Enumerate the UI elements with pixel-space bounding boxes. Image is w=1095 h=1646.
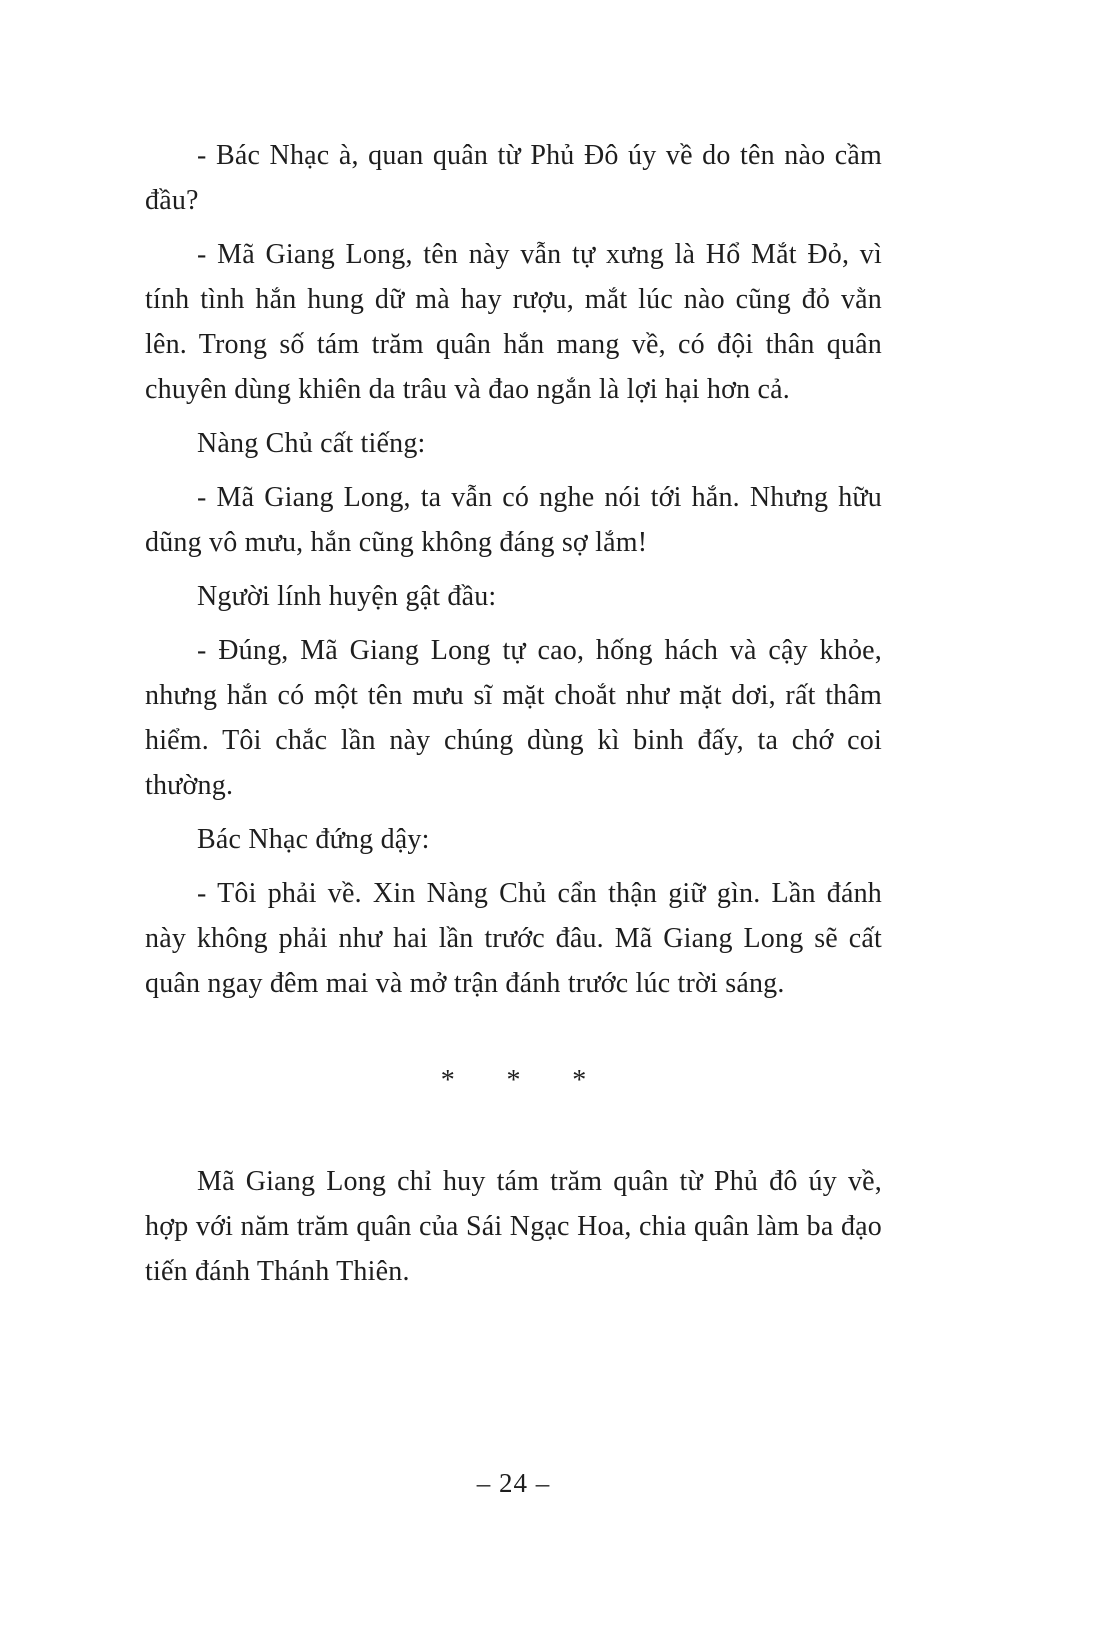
paragraph: Nàng Chủ cất tiếng:: [197, 428, 426, 459]
page-number: – 24 –: [476, 1468, 551, 1498]
paragraph: - Mã Giang Long, tên này vẫn tự xưng là Hổ Mắt Đỏ, vì tính tình hắn hung dữ mà hay rượu, mắt lúc nào cũng đỏ vằn lên. Trong số tám trăm quân hắn mang về, có đội thân quân chuyên dùng khiên da trâu và đao ngắn là lợi hại hơn cả.: [145, 239, 882, 405]
text-block: [145, 133, 882, 1303]
paragraph: Mã Giang Long chỉ huy tám trăm quân từ Phủ đô úy về, hợp với năm trăm quân của Sái Ngạc Hoa, chia quân làm ba đạo tiến đánh Thánh Thiên.: [145, 1166, 882, 1287]
section-separator: * * *: [440, 1065, 587, 1096]
paragraph: - Đúng, Mã Giang Long tự cao, hống hách và cậy khỏe, nhưng hắn có một tên mưu sĩ mặt choắt như mặt dơi, rất thâm hiểm. Tôi chắc lần này chúng dùng kì binh đấy, ta chớ coi thường.: [145, 635, 882, 801]
paragraph: Người lính huyện gật đầu:: [197, 581, 497, 612]
paragraph: - Mã Giang Long, ta vẫn có nghe nói tới hắn. Nhưng hữu dũng vô mưu, hắn cũng không đáng sợ lắm!: [145, 482, 882, 558]
paragraph: - Tôi phải về. Xin Nàng Chủ cẩn thận giữ gìn. Lần đánh này không phải như hai lần trước đâu. Mã Giang Long sẽ cất quân ngay đêm mai và mở trận đánh trước lúc trời sáng.: [145, 878, 882, 999]
paragraph: Bác Nhạc đứng dậy:: [197, 824, 430, 855]
paragraph: - Bác Nhạc à, quan quân từ Phủ Đô úy về do tên nào cầm đầu?: [145, 140, 882, 216]
